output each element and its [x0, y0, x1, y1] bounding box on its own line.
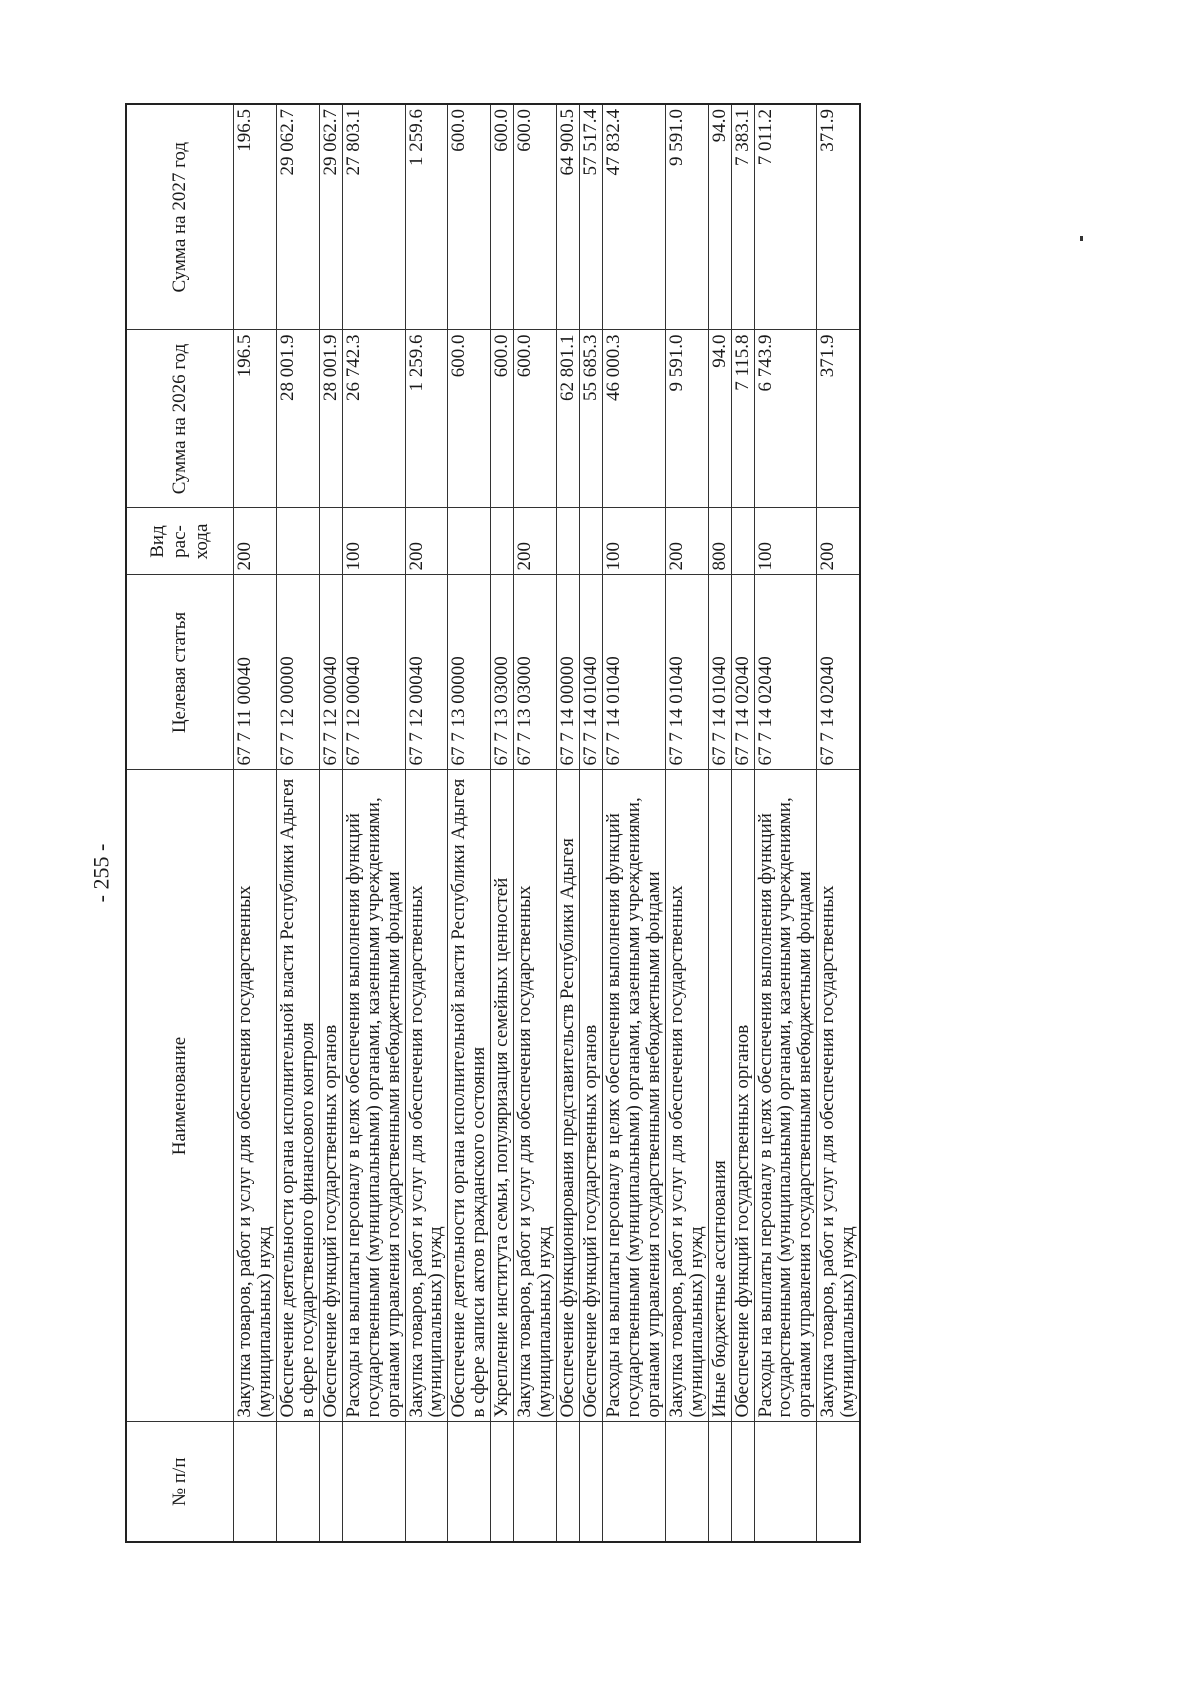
- row-expense-type: [557, 508, 580, 575]
- header-sum-2027: Сумма на 2027 год: [126, 104, 234, 330]
- row-expense-type: 200: [665, 508, 708, 575]
- header-number: № п/п: [126, 1422, 234, 1542]
- row-sum-2026: 371.9: [817, 330, 860, 508]
- row-sum-2026: 28 001.9: [319, 330, 342, 508]
- row-target-article: 67 7 13 03000: [514, 575, 557, 770]
- row-target-article: 67 7 12 00040: [319, 575, 342, 770]
- row-sum-2027: 9 591.0: [665, 104, 708, 330]
- row-number: [491, 1422, 514, 1542]
- header-target-article: Целевая статья: [126, 575, 234, 770]
- row-sum-2027: 47 832.4: [602, 104, 665, 330]
- row-name: Расходы на выплаты персоналу в целях обеспечения выполнения функций государственными (муниципальными) органами, казенными учреждениями, органами управления государственными внебюджетными фондами: [602, 770, 665, 1422]
- row-sum-2027: 600.0: [448, 104, 491, 330]
- table-row: [234, 104, 277, 1542]
- row-expense-type: 200: [817, 508, 860, 575]
- header-sum-2026: Сумма на 2026 год: [126, 330, 234, 508]
- row-sum-2027: 7 383.1: [731, 104, 754, 330]
- row-sum-2026: 600.0: [448, 330, 491, 508]
- table-row: [665, 104, 708, 1542]
- row-sum-2026: 62 801.1: [557, 330, 580, 508]
- row-expense-type: [319, 508, 342, 575]
- header-expense-type: Вид рас-хода: [126, 508, 234, 575]
- row-number: [754, 1422, 817, 1542]
- row-expense-type: 100: [754, 508, 817, 575]
- table-row: [580, 104, 603, 1542]
- table-row: [708, 104, 731, 1542]
- row-sum-2026: 94.0: [708, 330, 731, 508]
- row-expense-type: 100: [342, 508, 405, 575]
- row-target-article: 67 7 13 03000: [491, 575, 514, 770]
- row-target-article: 67 7 13 00000: [448, 575, 491, 770]
- row-name: Закупка товаров, работ и услуг для обеспечения государственных (муниципальных) нужд: [234, 770, 277, 1422]
- row-number: [602, 1422, 665, 1542]
- row-name: Укрепление института семьи, популяризация семейных ценностей: [491, 770, 514, 1422]
- row-sum-2027: 27 803.1: [342, 104, 405, 330]
- row-name: Расходы на выплаты персоналу в целях обеспечения выполнения функций государственными (муниципальными) органами, казенными учреждениями, органами управления государственными внебюджетными фондами: [754, 770, 817, 1422]
- table-row: [276, 104, 319, 1542]
- row-expense-type: [580, 508, 603, 575]
- budget-table-rotated: [125, 105, 861, 1543]
- table-body: [234, 104, 861, 1542]
- header-name: Наименование: [126, 770, 234, 1422]
- row-name: Закупка товаров, работ и услуг для обеспечения государственных (муниципальных) нужд: [665, 770, 708, 1422]
- row-sum-2027: 196.5: [234, 104, 277, 330]
- row-name: Обеспечение деятельности органа исполнительной власти Республики Адыгея в сфере государственного финансового контроля: [276, 770, 319, 1422]
- row-target-article: 67 7 12 00000: [276, 575, 319, 770]
- row-name: Обеспечение функций государственных органов: [319, 770, 342, 1422]
- row-name: Закупка товаров, работ и услуг для обеспечения государственных (муниципальных) нужд: [514, 770, 557, 1422]
- row-name: Обеспечение функционирования представительств Республики Адыгея: [557, 770, 580, 1422]
- row-sum-2027: 600.0: [514, 104, 557, 330]
- budget-table: [125, 103, 861, 1543]
- row-sum-2027: 600.0: [491, 104, 514, 330]
- row-expense-type: [448, 508, 491, 575]
- row-number: [342, 1422, 405, 1542]
- row-expense-type: 200: [405, 508, 448, 575]
- table-row: [319, 104, 342, 1542]
- row-sum-2026: 600.0: [514, 330, 557, 508]
- row-expense-type: [491, 508, 514, 575]
- row-expense-type: [276, 508, 319, 575]
- table-row: [557, 104, 580, 1542]
- row-sum-2027: 64 900.5: [557, 104, 580, 330]
- row-target-article: 67 7 14 02040: [817, 575, 860, 770]
- row-sum-2027: 29 062.7: [276, 104, 319, 330]
- row-number: [580, 1422, 603, 1542]
- table-row: [491, 104, 514, 1542]
- row-expense-type: 200: [234, 508, 277, 575]
- row-target-article: 67 7 14 01040: [580, 575, 603, 770]
- row-name: Обеспечение функций государственных органов: [580, 770, 603, 1422]
- row-sum-2027: 1 259.6: [405, 104, 448, 330]
- table-row: [731, 104, 754, 1542]
- row-sum-2026: 1 259.6: [405, 330, 448, 508]
- row-target-article: 67 7 12 00040: [342, 575, 405, 770]
- table-row: [514, 104, 557, 1542]
- row-target-article: 67 7 14 00000: [557, 575, 580, 770]
- table-row: [817, 104, 860, 1542]
- row-name: Расходы на выплаты персоналу в целях обеспечения выполнения функций государственными (муниципальными) органами, казенными учреждениями, органами управления государственными внебюджетными фондами: [342, 770, 405, 1422]
- row-target-article: 67 7 14 02040: [754, 575, 817, 770]
- row-name: Обеспечение деятельности органа исполнительной власти Республики Адыгея в сфере записи актов гражданского состояния: [448, 770, 491, 1422]
- table-row: [602, 104, 665, 1542]
- row-number: [405, 1422, 448, 1542]
- row-target-article: 67 7 14 01040: [602, 575, 665, 770]
- row-sum-2026: 46 000.3: [602, 330, 665, 508]
- row-expense-type: 100: [602, 508, 665, 575]
- row-sum-2026: 26 742.3: [342, 330, 405, 508]
- row-expense-type: 200: [514, 508, 557, 575]
- row-target-article: 67 7 14 01040: [708, 575, 731, 770]
- row-target-article: 67 7 14 01040: [665, 575, 708, 770]
- row-sum-2026: 9 591.0: [665, 330, 708, 508]
- row-number: [708, 1422, 731, 1542]
- row-number: [557, 1422, 580, 1542]
- row-sum-2027: 371.9: [817, 104, 860, 330]
- row-number: [817, 1422, 860, 1542]
- row-name: Иные бюджетные ассигнования: [708, 770, 731, 1422]
- row-number: [731, 1422, 754, 1542]
- row-sum-2027: 29 062.7: [319, 104, 342, 330]
- row-target-article: 67 7 14 02040: [731, 575, 754, 770]
- row-sum-2026: 28 001.9: [276, 330, 319, 508]
- scan-speck: [1080, 236, 1083, 241]
- row-name: Закупка товаров, работ и услуг для обеспечения государственных (муниципальных) нужд: [817, 770, 860, 1422]
- row-expense-type: 800: [708, 508, 731, 575]
- table-row: [448, 104, 491, 1542]
- row-name: Закупка товаров, работ и услуг для обеспечения государственных (муниципальных) нужд: [405, 770, 448, 1422]
- row-number: [276, 1422, 319, 1542]
- table-row: [754, 104, 817, 1542]
- row-sum-2026: 600.0: [491, 330, 514, 508]
- table-row: [342, 104, 405, 1542]
- row-sum-2027: 57 517.4: [580, 104, 603, 330]
- row-target-article: 67 7 11 00040: [234, 575, 277, 770]
- table-row: [405, 104, 448, 1542]
- row-sum-2026: 6 743.9: [754, 330, 817, 508]
- row-sum-2027: 94.0: [708, 104, 731, 330]
- row-name: Обеспечение функций государственных органов: [731, 770, 754, 1422]
- row-expense-type: [731, 508, 754, 575]
- row-number: [448, 1422, 491, 1542]
- row-sum-2026: 7 115.8: [731, 330, 754, 508]
- row-sum-2026: 196.5: [234, 330, 277, 508]
- table-header-row: [126, 104, 234, 1542]
- row-target-article: 67 7 12 00040: [405, 575, 448, 770]
- row-number: [514, 1422, 557, 1542]
- row-number: [234, 1422, 277, 1542]
- page-number: - 255 -: [88, 843, 114, 903]
- row-sum-2027: 7 011.2: [754, 104, 817, 330]
- row-sum-2026: 55 685.3: [580, 330, 603, 508]
- row-number: [319, 1422, 342, 1542]
- row-number: [665, 1422, 708, 1542]
